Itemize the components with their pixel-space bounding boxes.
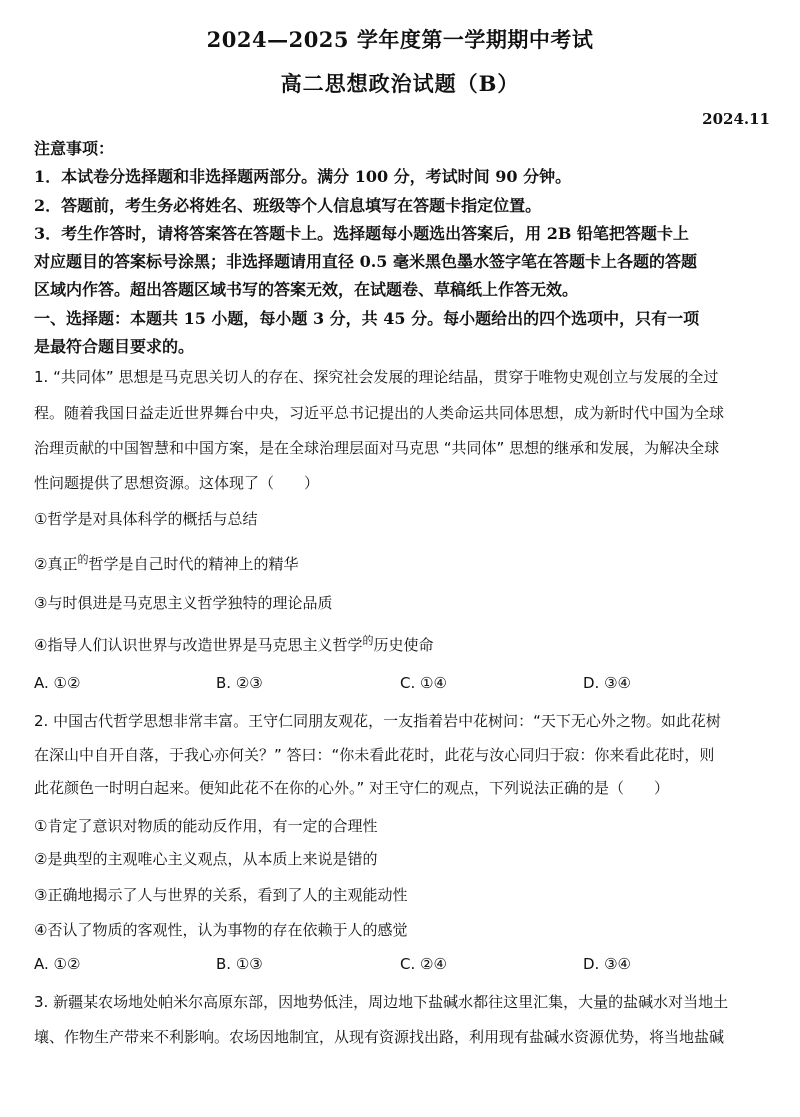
- q2-stem-line: 在深山中自开自落，于我心亦何关？” 答曰：“你未看此花时，此花与汝心同归于寂：你来看此花时，则: [34, 746, 715, 764]
- q1-statement-text: ②真正: [34, 555, 78, 573]
- q1-statement: ③与时俱进是马克思主义哲学独特的理论品质: [34, 594, 333, 612]
- q1-option-a: A. ①②: [34, 674, 81, 692]
- q1-statement: [34, 551, 774, 574]
- q1-statement: [34, 632, 774, 655]
- q1-stem-line: 程。随着我国日益走近世界舞台中央，习近平总书记提出的人类命运共同体思想，成为新时代中国为全球: [34, 404, 725, 422]
- q2-option-d: D. ③④: [583, 955, 631, 973]
- q2-statement: ④否认了物质的客观性，认为事物的存在依赖于人的感觉: [34, 921, 408, 939]
- q2-statement: ③正确地揭示了人与世界的关系，看到了人的主观能动性: [34, 886, 408, 904]
- q3-stem-line: 壤、作物生产带来不利影响。农场因地制宜，从现有资源找出路，利用现有盐碱水资源优势，将当地盐碱: [34, 1028, 725, 1046]
- q1-option-b: B. ②③: [216, 674, 263, 692]
- section-heading: 一、选择题：本题共 15 小题，每小题 3 分，共 45 分。每小题给出的四个选项中，只有一项: [34, 309, 700, 328]
- notice-item: 对应题目的答案标号涂黑；非选择题请用直径 0.5 毫米黑色墨水签字笔在答题卡上各题的答题: [34, 252, 697, 271]
- notice-item: 3．考生作答时，请将答案答在答题卡上。选择题每小题选出答案后，用 2B 铅笔把答题卡上: [34, 224, 689, 243]
- q1-statement-sup: 的: [362, 634, 374, 647]
- q2-stem-line: 此花颜色一时明白起来。便知此花不在你的心外。” 对王守仁的观点，下列说法正确的是（ ）: [34, 779, 670, 797]
- q1-statement: ①哲学是对具体科学的概括与总结: [34, 510, 258, 528]
- q2-statement: ①肯定了意识对物质的能动反作用，有一定的合理性: [34, 817, 378, 835]
- notice-item: 2．答题前，考生务必将姓名、班级等个人信息填写在答题卡指定位置。: [34, 196, 542, 215]
- q2-statement: ②是典型的主观唯心主义观点，从本质上来说是错的: [34, 850, 378, 868]
- exam-date: 2024.11: [702, 110, 770, 128]
- q1-stem-line: 性问题提供了思想资源。这体现了（ ）: [34, 474, 320, 492]
- notice-heading: 注意事项：: [34, 139, 115, 158]
- q3-stem-line: 3. 新疆某农场地处帕米尔高原东部，因地势低洼，周边地下盐碱水都往这里汇集，大量的盐碱水对当地土: [34, 993, 729, 1011]
- notice-item: 区域内作答。超出答题区域书写的答案无效，在试题卷、草稿纸上作答无效。: [34, 280, 579, 299]
- q1-statement-text: 历史使命: [373, 636, 434, 654]
- exam-subtitle: 高二思想政治试题（B）: [280, 71, 520, 96]
- q1-stem-line: 治理贡献的中国智慧和中国方案，是在全球治理层面对马克思 “共同体” 思想的继承和发展，为解决全球: [34, 439, 720, 457]
- section-heading: 是最符合题目要求的。: [34, 337, 195, 356]
- notice-item: 1．本试卷分选择题和非选择题两部分。满分 100 分，考试时间 90 分钟。: [34, 167, 572, 186]
- q2-stem-line: 2. 中国古代哲学思想非常丰富。王守仁同朋友观花，一友指着岩中花树问：“天下无心外之物。如此花树: [34, 712, 721, 730]
- q1-statement-sup: 的: [77, 553, 89, 566]
- q2-option-c: C. ②④: [400, 955, 447, 973]
- q1-statement-text: 哲学是自己时代的精神上的精华: [88, 555, 299, 573]
- q2-option-a: A. ①②: [34, 955, 81, 973]
- q1-statement-text: ④指导人们认识世界与改造世界是马克思主义哲学: [34, 636, 363, 654]
- q1-option-d: D. ③④: [583, 674, 631, 692]
- exam-title: 2024—2025 学年度第一学期期中考试: [206, 27, 594, 52]
- q2-option-b: B. ①③: [216, 955, 263, 973]
- q1-stem-line: 1. “共同体” 思想是马克思关切人的存在、探究社会发展的理论结晶，贯穿于唯物史观创立与发展的全过: [34, 368, 719, 386]
- q1-option-c: C. ①④: [400, 674, 447, 692]
